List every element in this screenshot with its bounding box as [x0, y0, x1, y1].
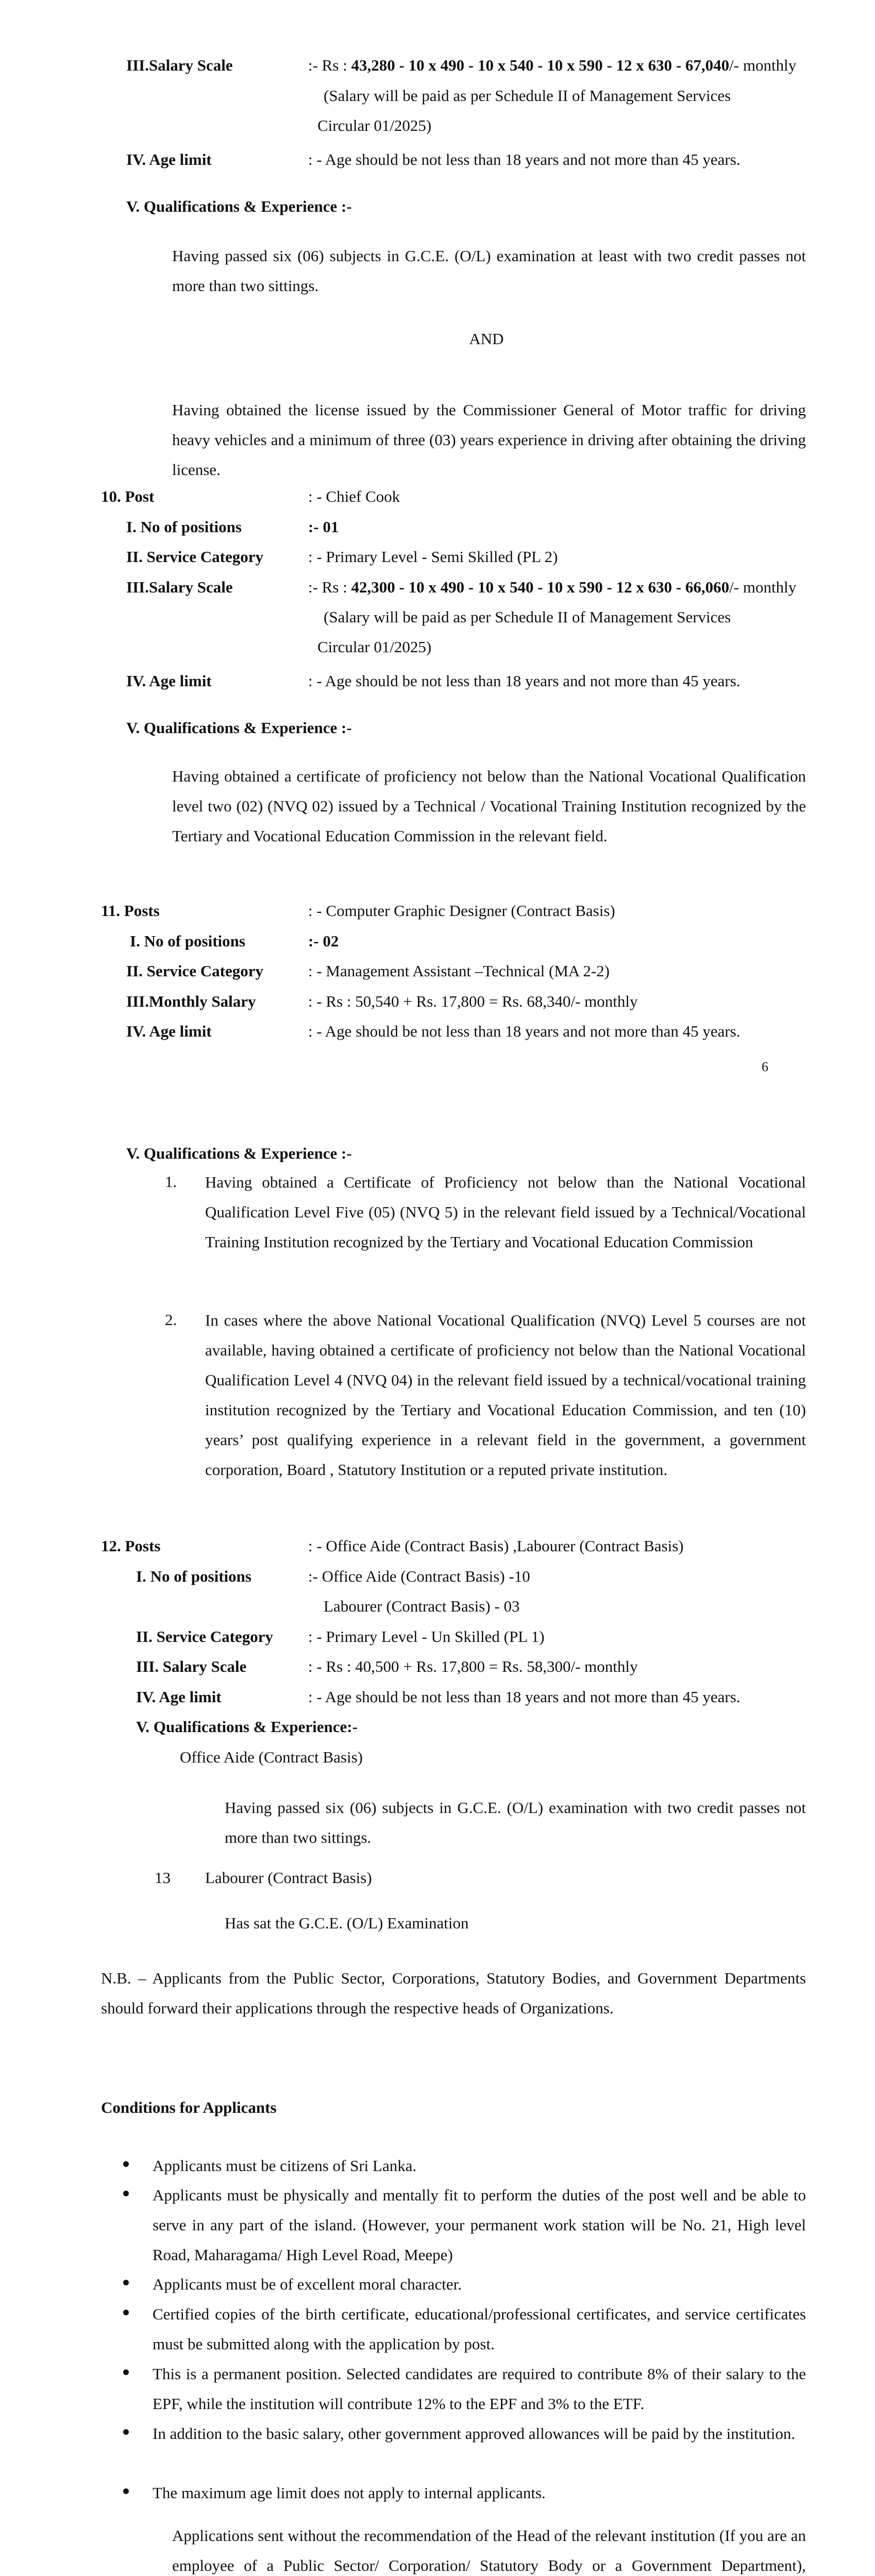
- post-11-label: 11. Posts: [101, 902, 160, 920]
- qualifications-heading: V. Qualifications & Experience :-: [126, 1144, 352, 1162]
- qualification-item: Having obtained a Certificate of Proficiency not below than the National Vocational Qualification Level Five (05) (NVQ 5) in the relevant field issued by a Technical/Vocational Training Institution recognized by the Tertiary and Vocational Education Commission: [205, 1173, 806, 1251]
- office-aide-label: Office Aide (Contract Basis): [180, 1748, 363, 1766]
- post-12-label: 12. Posts: [101, 1537, 161, 1555]
- qualification-item: In cases where the above National Vocational Qualification (NVQ) Level 5 courses are not available, having obtained a certificate of proficiency not below than the National Vocational Qualification Level 4 (NVQ 04) in the relevant field issued by a technical/vocational training institution recognized by the Tertiary and Vocational Education Commission, and ten (10) years’ post qualifying experience in a relevant field in the government, a government corporation, Board , Statutory Institution or a reputed private institution.: [205, 1311, 806, 1479]
- condition-item: In addition to the basic salary, other government approved allowances will be paid by the institution.: [153, 2425, 796, 2443]
- bullet-icon: [121, 2419, 131, 2429]
- condition-item: Applicants must be citizens of Sri Lanka.: [153, 2157, 417, 2175]
- rejection-notice: Applications sent without the recommendation of the Head of the relevant institution (If you are an employee of a Public Sector/ Corporation/ Statutory Body or a Government Department),: [172, 2527, 806, 2574]
- post-10-value: : - Chief Cook: [308, 487, 400, 505]
- qualification-paragraph: Having obtained the license issued by the Commissioner General of Motor traffic for driving heavy vehicles and a minimum of three (03) years experience in driving after obtaining the driving license.: [172, 401, 806, 479]
- age-limit-value: : - Age should be not less than 18 years and not more than 45 years.: [308, 1688, 741, 1706]
- salary-note-line2: Circular 01/2025): [317, 638, 432, 656]
- age-limit-label: IV. Age limit: [126, 150, 212, 168]
- bullet-icon: [121, 2478, 131, 2488]
- positions-value-labourer: Labourer (Contract Basis) - 03: [324, 1597, 520, 1615]
- age-limit-label: IV. Age limit: [126, 1022, 212, 1040]
- condition-item: Applicants must be physically and mentally fit to perform the duties of the post well and be able to serve in any part of the island. (However, your permanent work station will be No. 21, High level Road, Maharagama/ High Level Road, Meepe): [153, 2186, 806, 2264]
- bullet-icon: [121, 2151, 131, 2161]
- service-category-label: II. Service Category: [126, 548, 263, 566]
- and-separator: AND: [469, 330, 504, 348]
- page-number: 6: [762, 1059, 768, 1074]
- service-category-value: : - Management Assistant –Technical (MA 2-2): [308, 962, 610, 980]
- salary-scale-value: : - Rs : 40,500 + Rs. 17,800 = Rs. 58,300/- monthly: [308, 1657, 638, 1675]
- labourer-label: Labourer (Contract Basis): [205, 1869, 372, 1887]
- salary-scale-value: :- Rs : 43,280 - 10 x 490 - 10 x 540 - 10 x 590 - 12 x 630 - 67,040/- monthly: [308, 56, 797, 74]
- qualification-paragraph: Having obtained a certificate of proficiency not below than the National Vocational Qualification level two (02) (NVQ 02) issued by a Technical / Vocational Training Institution recognized by the Tertiary and Vocational Education Commission in the relevant field.: [172, 767, 806, 845]
- service-category-label: II. Service Category: [136, 1628, 273, 1646]
- age-limit-value: : - Age should be not less than 18 years and not more than 45 years.: [308, 672, 741, 690]
- bullet-icon: [121, 2359, 131, 2369]
- positions-value: :- 01: [308, 518, 339, 536]
- age-limit-label: IV. Age limit: [136, 1688, 222, 1706]
- condition-item: Certified copies of the birth certificate, educational/professional certificates, and service certificates must be submitted along with the application by post.: [153, 2305, 806, 2353]
- salary-scale-value: :- Rs : 42,300 - 10 x 490 - 10 x 540 - 10 x 590 - 12 x 630 - 66,060/- monthly: [308, 578, 797, 596]
- positions-label: I. No of positions: [130, 932, 245, 950]
- monthly-salary-value: : - Rs : 50,540 + Rs. 17,800 = Rs. 68,340/- monthly: [308, 992, 638, 1010]
- age-limit-label: IV. Age limit: [126, 672, 212, 690]
- post-11-value: : - Computer Graphic Designer (Contract Basis): [308, 902, 615, 920]
- nb-note: N.B. – Applicants from the Public Sector, Corporations, Statutory Bodies, and Government Departments should forward their applications through the respective heads of Organizations.: [101, 1969, 806, 2017]
- condition-item: Applicants must be of excellent moral character.: [153, 2275, 462, 2293]
- salary-scale-label: III.Salary Scale: [126, 578, 233, 596]
- age-limit-value: : - Age should be not less than 18 years and not more than 45 years.: [308, 150, 741, 168]
- office-aide-qualification: Having passed six (06) subjects in G.C.E. (O/L) examination with two credit passes not more than two sittings.: [225, 1799, 806, 1846]
- salary-note-line2: Circular 01/2025): [317, 116, 432, 134]
- post-10-label: 10. Post: [101, 487, 155, 505]
- bullet-icon: [121, 2180, 131, 2191]
- salary-note-line1: (Salary will be paid as per Schedule II of Management Services: [324, 87, 731, 105]
- service-category-label: II. Service Category: [126, 962, 263, 980]
- qualifications-heading: V. Qualifications & Experience :-: [126, 719, 352, 737]
- age-limit-value: : - Age should be not less than 18 years and not more than 45 years.: [308, 1022, 741, 1040]
- list-item-number: 2.: [165, 1311, 177, 1329]
- positions-value-office-aide: :- Office Aide (Contract Basis) -10: [308, 1567, 530, 1585]
- condition-item: The maximum age limit does not apply to internal applicants.: [153, 2484, 546, 2502]
- qualifications-heading: V. Qualifications & Experience:-: [136, 1718, 358, 1736]
- conditions-heading: Conditions for Applicants: [101, 2098, 277, 2116]
- monthly-salary-label: III.Monthly Salary: [126, 992, 256, 1010]
- bullet-icon: [121, 2269, 131, 2280]
- salary-scale-label: III. Salary Scale: [136, 1657, 247, 1675]
- qualification-paragraph: Having passed six (06) subjects in G.C.E. (O/L) examination at least with two credit passes not more than two sittings.: [172, 247, 806, 295]
- condition-item: This is a permanent position. Selected candidates are required to contribute 8% of their salary to the EPF, while the institution will contribute 12% to the EPF and 3% to the ETF.: [153, 2365, 806, 2413]
- positions-label: I. No of positions: [126, 518, 242, 536]
- positions-label: I. No of positions: [136, 1567, 251, 1585]
- bullet-icon: [121, 2299, 131, 2310]
- service-category-value: : - Primary Level - Un Skilled (PL 1): [308, 1628, 545, 1646]
- post-12-value: : - Office Aide (Contract Basis) ,Labourer (Contract Basis): [308, 1537, 684, 1555]
- list-item-number: 1.: [165, 1173, 177, 1191]
- labourer-number: 13: [155, 1869, 171, 1887]
- labourer-qualification: Has sat the G.C.E. (O/L) Examination: [225, 1914, 469, 1932]
- salary-scale-label: III.Salary Scale: [126, 56, 233, 74]
- positions-value: :- 02: [308, 932, 339, 950]
- service-category-value: : - Primary Level - Semi Skilled (PL 2): [308, 548, 558, 566]
- salary-note-line1: (Salary will be paid as per Schedule II of Management Services: [324, 608, 731, 626]
- qualifications-heading: V. Qualifications & Experience :-: [126, 197, 352, 215]
